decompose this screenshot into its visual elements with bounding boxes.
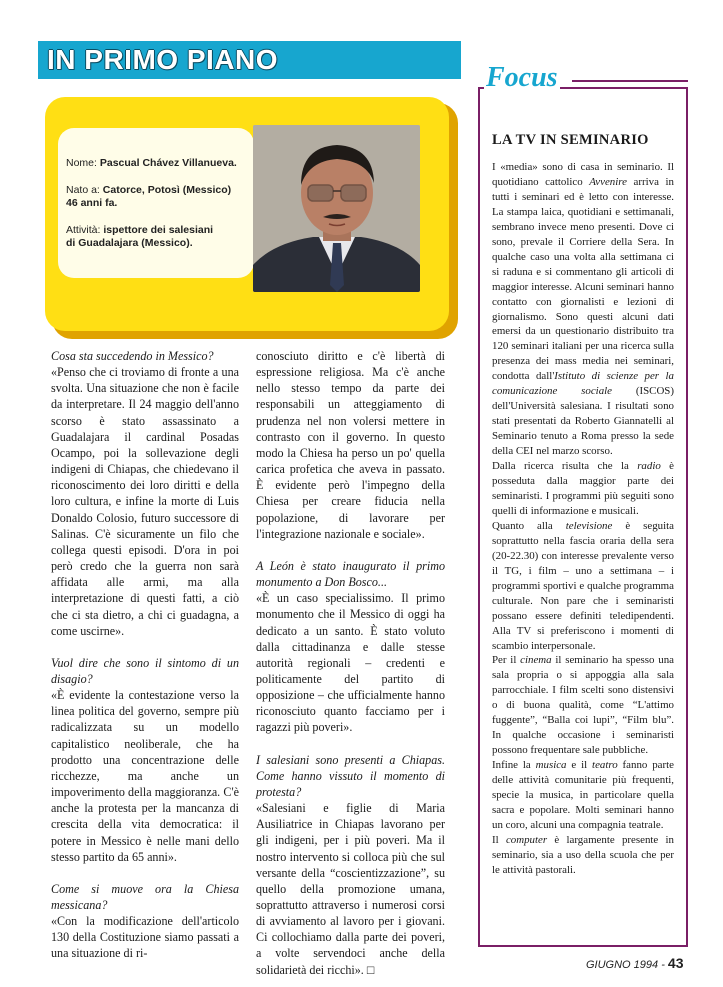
page-number: 43 bbox=[667, 955, 684, 971]
answer-2: «È evidente la contestazione verso la linea politica del governo, sempre più radicalizzata su un modello capitalistico neoliberale, che ha prodotto una concentrazione delle ricchezze, ma anche un impoverimento della maggioranza. C'è anche la protesta per la mancanza di crescita della vita democratica: il potere in Messico è nelle mani dello stesso partito da 65 anni». bbox=[51, 688, 239, 864]
focus-paragraph-2: Dalla ricerca risulta che la radio è posseduta dalla maggior parte dei seminaristi. I programmi più seguiti sono quelli di informazione e musicali. bbox=[492, 460, 674, 517]
focus-paragraph-4: Per il cinema il seminario ha spesso una sala propria o si appoggia alla sala parrocchiale. I film scelti sono distensivi o di buona qualità, come “L'attimo fuggente”, “Balla coi lupi”, “Film blu”. In qualche occasione i seminaristi possono frequentare sale pubbliche. bbox=[492, 654, 674, 757]
issue-date: GIUGNO 1994 - bbox=[586, 959, 668, 971]
focus-text bbox=[492, 160, 674, 878]
question-4: A León è stato inaugurato il primo monumento a Don Bosco... bbox=[256, 558, 445, 590]
answer-3-continued: conosciuto diritto e c'è libertà di espressione religiosa. Ma c'è anche nello stesso tempo da parte dei responsabili un atteggiamento di prudenza nel non volersi mettere in contrasto con il governo. In questo modo la Chiesa ha perso un po' quella carica profetica che aveva in passato. È evidente però l'impegno della Chiesa per creare fiducia nella popolazione, di lavorare per l'integrazione nazionale e sociale». bbox=[256, 349, 445, 541]
question-5: I salesiani sono presenti a Chiapas. Come hanno vissuto il momento di protesta? bbox=[256, 752, 445, 799]
answer-3: «Con la modificazione dell'articolo 130 della Costituzione siamo passati a una situazione di ri- bbox=[51, 914, 239, 961]
question-1: Cosa sta succedendo in Messico? bbox=[51, 349, 214, 363]
focus-rule bbox=[572, 80, 688, 82]
profile-born: Nato a: Catorce, Potosì (Messico) bbox=[66, 184, 232, 196]
profile-age: 46 anni fa. bbox=[66, 197, 118, 209]
focus-heading: LA TV IN SEMINARIO bbox=[492, 132, 649, 148]
article-column-2 bbox=[256, 348, 445, 978]
question-3: Come si muove ora la Chiesa messicana? bbox=[51, 881, 239, 912]
profile-name: Nome: Pascual Chávez Villanueva. bbox=[66, 157, 237, 169]
focus-paragraph-1: I «media» sono di casa in seminario. Il quotidiano cattolico Avvenire arriva in tutti i seminari ed è letto con interesse. La stampa laica, quotidiani e settimanali, sembrano invece meno presenti. Dove ci sono, prevale il Corriere della Sera. In qualche caso una volta alla settimana ci si raduna e si commentano gli articoli di maggior interesse. Alcuni seminari hanno contatto con giornalisti e lezioni di giornalismo. Sono questi alcuni dati emersi da un questionario distribuito tra 120 seminari italiani per una ricerca sulla presenza dei mass media nei seminari, condotta dall'Istituto di scienze per la comunicazione sociale (ISCOS) dell'Università salesiana. I risultati sono stati presentati da Roberto Giannatelli al Seminario tenuto a Roma presso la sede della CEI nel marzo scorso. bbox=[492, 161, 674, 458]
question-2: Vuol dire che sono il sintomo di un disagio? bbox=[51, 655, 239, 686]
profile-activity: Attività: ispettore dei salesiani bbox=[66, 224, 214, 236]
answer-1: «Penso che ci troviamo di fronte a una svolta. Una situazione che non è facile da interpretare. Il 24 maggio dell'anno scorso è stato assassinato a Guadalajara il cardinal Posadas Ocampo, poi la sollevazione degli indigeni di Chiapas, che chiedevano il riconoscimento dei loro diritti e della loro cultura, e infine la morte di Luis Donaldo Colosio, futuro successore di Salinas. C'è sicuramente un filo che collega questi episodi. D'ora in poi però credo che la guerra non sarà affidata alle armi, ma alla interpretazione di questi fatti, a ciò che ci sta dietro, a chi ci guadagna, a come uscirne». bbox=[51, 365, 239, 638]
portrait-illustration bbox=[253, 125, 420, 292]
answer-4: «È un caso specialissimo. Il primo monumento che il Messico di oggi ha dedicato a un santo. È stato voluto dalla cittadinanza e dalle stesse autorità regionali – credenti e politicamente del partito di opposizione – che ufficialmente hanno riconosciuto quanto facciamo per i ragazzi più poveri». bbox=[256, 591, 445, 735]
answer-5: «Salesiani e figlie di Maria Ausiliatrice in Chiapas lavorano per gli indigeni, per i più poveri. Ma il nostro intervento si colloca più che sul versante della “coscientizzazione”, su quello della promozione umana, soprattutto attraverso i numerosi corsi di avviamento al lavoro per i giovani. Ci collochiamo dalla parte dei poveri, a volte servendoci anche della solidarietà dei ricchi». □ bbox=[256, 801, 445, 977]
focus-paragraph-5: Infine la musica e il teatro fanno parte delle attività comunitarie più frequenti, specie la musica, in particolare quella sacra e popolare. Molti seminari hanno un coro, alcuni una compagnia teatrale. bbox=[492, 759, 675, 831]
page-footer bbox=[586, 955, 684, 971]
profile-activity-place: di Guadalajara (Messico). bbox=[66, 237, 193, 249]
focus-label: Focus bbox=[486, 62, 558, 93]
focus-paragraph-3: Quanto alla televisione è seguita soprattutto nella fascia oraria della sera (20-22.30) con interesse prevalente verso il TG, i film – uno a settimana – i programmi sportivi e qualche programma culturale. Non pare che i seminaristi possano essere definiti teledipendenti. Alla TV si preferiscono i momenti di scambio interpersonale. bbox=[492, 519, 674, 652]
section-title: IN PRIMO PIANO bbox=[47, 44, 279, 75]
focus-paragraph-6: Il computer è largamente presente in seminario, sia a uso della scuola che per le attività pastorali. bbox=[492, 833, 674, 876]
portrait-photo bbox=[253, 125, 420, 292]
end-mark: □ bbox=[366, 962, 375, 977]
article-column-1 bbox=[51, 348, 239, 962]
